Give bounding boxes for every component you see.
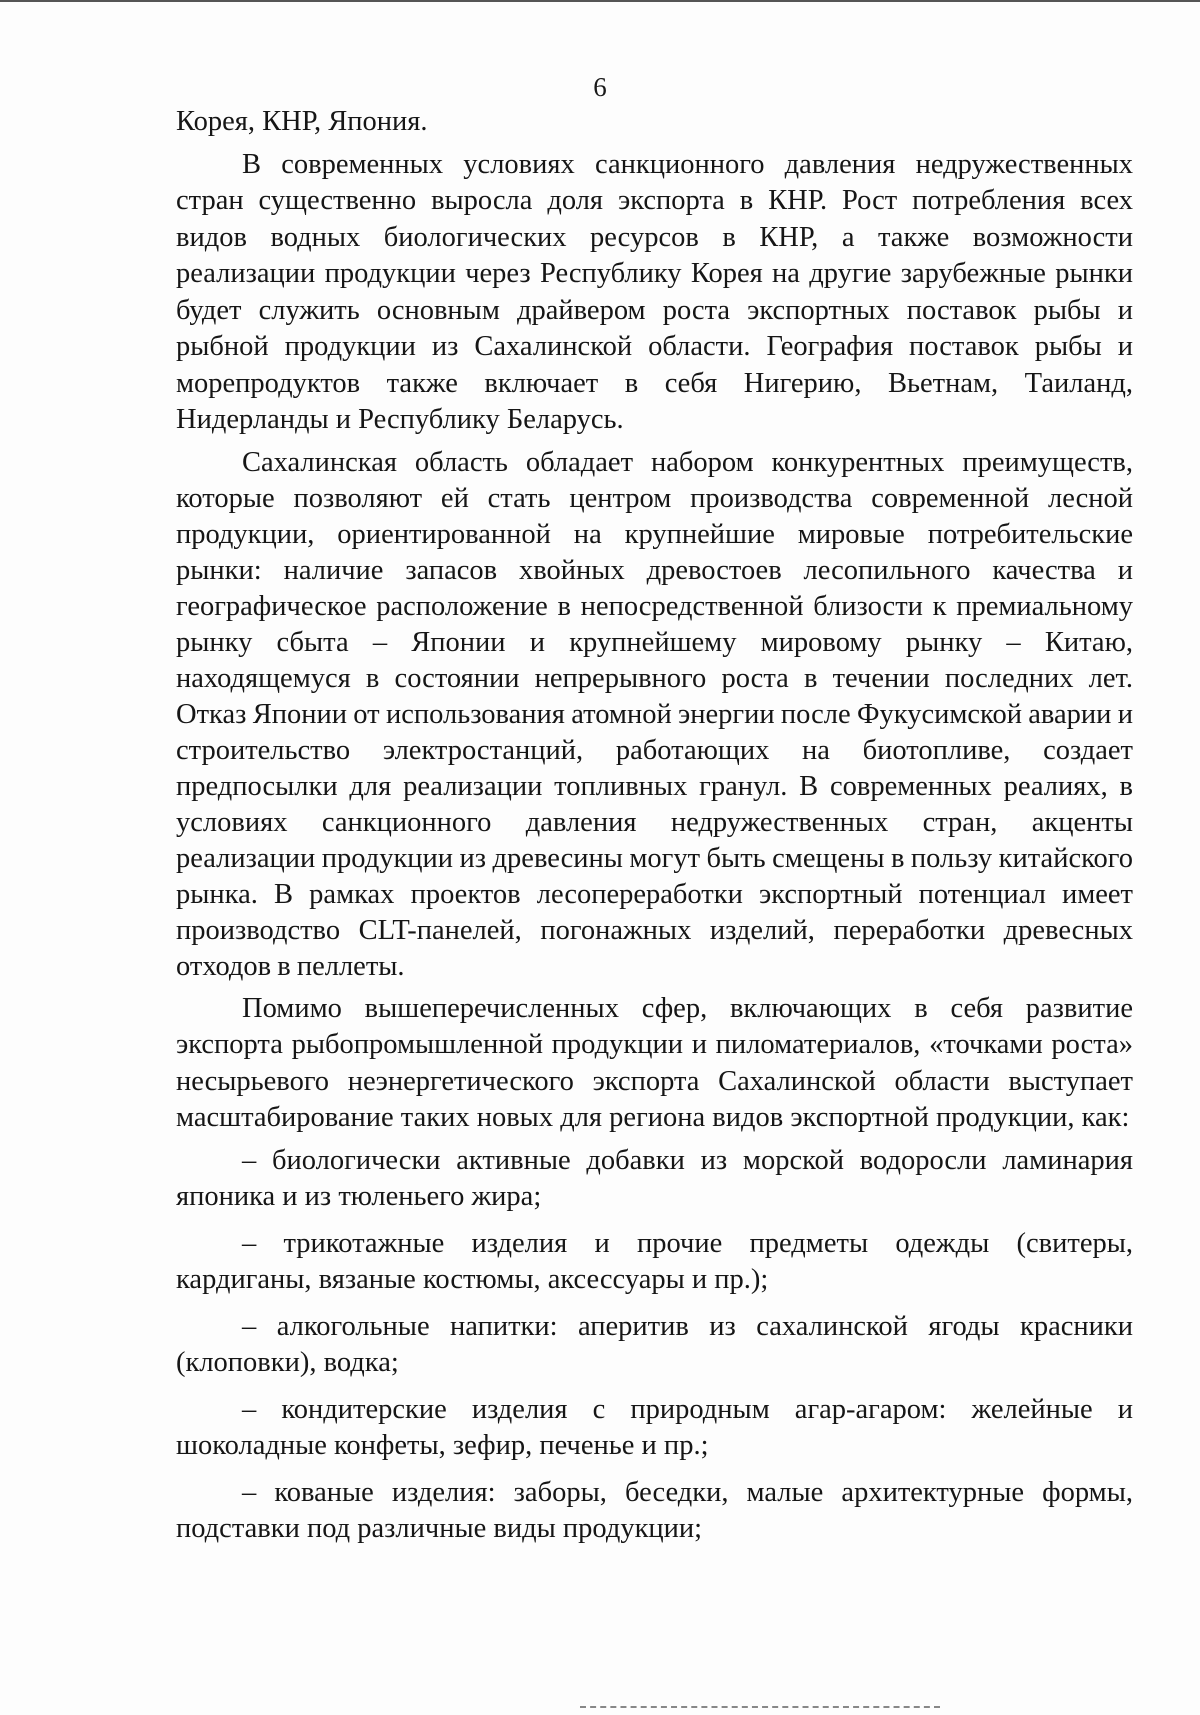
page-number: 6	[593, 72, 607, 102]
paragraph-forest-products: Сахалинская область обладает набором конкурентных преимуществ, которые позволяют ей стать центром производства современной лесной продукции, ориентированной на крупнейшие мировые потребительские рынки: наличие запасов хвойных древостоев лесопильного качества и географическое расположение в непосредственной близости к премиальному рынку сбыта – Японии и крупнейшему мировому рынку – Китаю, находящемуся в состоянии непрерывного роста в течении последних лет. Отказ Японии от использования атомной энергии после Фукусимской аварии и строительство электростанций, работающих на биотопливе, создает предпосылки для реализации топливных гранул. В современных реалиях, в условиях санкционного давления недружественных стран, акценты реализации продукции из древесины могут быть смещены в пользу китайского рынка. В рамках проектов лесопереработки экспортный потенциал имеет производство CLT-панелей, погонажных изделий, переработки древесных отходов в пеллеты.	[176, 446, 1133, 982]
list-item-supplements: – биологически активные добавки из морской водоросли ламинария японика и из тюленьего жира;	[176, 1144, 1133, 1212]
paragraph-growth-points: Помимо вышеперечисленных сфер, включающих в себя развитие экспорта рыбопромышленной продукции и пиломатериалов, «точками роста» несырьевого неэнергетического экспорта Сахалинской области выступает масштабирование таких новых для региона видов экспортной продукции, как:	[176, 992, 1133, 1133]
page-top-edge	[0, 0, 1200, 2]
list-item-knitwear: – трикотажные изделия и прочие предметы одежды (свитеры, кардиганы, вязаные костюмы, аксессуары и пр.);	[176, 1227, 1133, 1295]
paragraph-continuation: Корея, КНР, Япония.	[176, 106, 428, 137]
list-item-forged-products: – кованые изделия: заборы, беседки, малые архитектурные формы, подставки под различные виды продукции;	[176, 1476, 1133, 1544]
document-body	[176, 104, 1133, 1558]
page-bottom-mark	[580, 1706, 940, 1711]
list-item-confectionery: – кондитерские изделия с природным агар-агаром: желейные и шоколадные конфеты, зефир, печенье и пр.;	[176, 1393, 1133, 1461]
paragraph-fish-export: В современных условиях санкционного давления недружественных стран существенно выросла доля экспорта в КНР. Рост потребления всех видов водных биологических ресурсов в КНР, а также возможности реализации продукции через Республику Корея на другие зарубежные рынки будет служить основным драйвером роста экспортных поставок рыбы и рыбной продукции из Сахалинской области. География поставок рыбы и морепродуктов также включает в себя Нигерию, Вьетнам, Таиланд, Нидерланды и Республику Беларусь.	[176, 148, 1133, 435]
list-item-beverages: – алкогольные напитки: аперитив из сахалинской ягоды красники (клоповки), водка;	[176, 1310, 1133, 1378]
